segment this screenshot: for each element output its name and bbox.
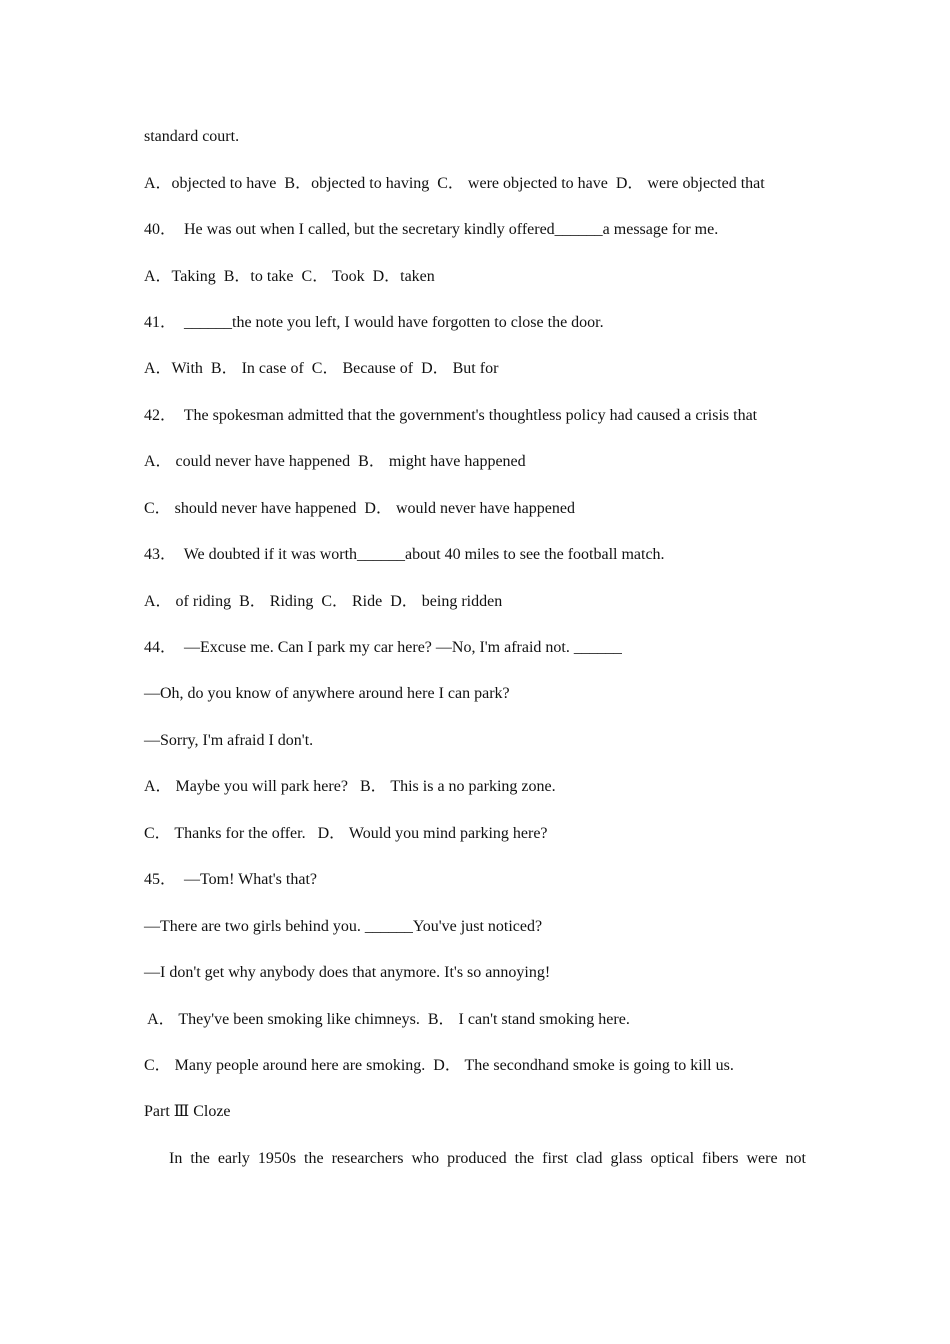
question-41: 41． ______the note you left, I would have forgotten to close the door. [144,314,604,331]
question-43: 43． We doubted if it was worth______about 40 miles to see the football match. [144,546,665,563]
answer-options-42-cd: C． should never have happened D． would never have happened [144,500,575,517]
question-45: 45． —Tom! What's that? [144,871,317,888]
answer-options-41: A．With B． In case of C． Because of D． But for [144,360,499,377]
dialogue-line: —Sorry, I'm afraid I don't. [144,732,314,749]
answer-options-44-ab: A． Maybe you will park here? B． This is a no parking zone. [144,778,556,795]
answer-options-39: A．objected to have B．objected to having C． were objected to have D． were objected that [144,175,765,192]
answer-options-44-cd: C． Thanks for the offer. D． Would you mind parking here? [144,825,548,842]
answer-options-42-ab: A． could never have happened B． might have happened [144,453,526,470]
cloze-paragraph: In the early 1950s the researchers who produced the first clad glass optical fibers were not [169,1150,806,1167]
dialogue-line: —Oh, do you know of anywhere around here I can park? [144,685,510,702]
answer-options-45-cd: C． Many people around here are smoking. D． The secondhand smoke is going to kill us. [144,1057,734,1074]
question-42: 42． The spokesman admitted that the government's thoughtless policy had caused a crisis that [144,407,758,424]
text-line: standard court. [144,128,240,145]
answer-options-40: A．Taking B．to take C． Took D．taken [144,268,435,285]
dialogue-line: —There are two girls behind you. ______You've just noticed? [144,918,543,935]
question-40: 40． He was out when I called, but the secretary kindly offered______a message for me. [144,221,719,238]
section-heading: Part Ⅲ Cloze [144,1103,231,1120]
answer-options-43: A． of riding B． Riding C． Ride D． being ridden [144,593,503,610]
dialogue-line: —I don't get why anybody does that anymore. It's so annoying! [144,964,551,981]
question-44: 44． —Excuse me. Can I park my car here? —No, I'm afraid not. ______ [144,639,622,656]
answer-options-45-ab: A． They've been smoking like chimneys. B． I can't stand smoking here. [144,1011,630,1028]
